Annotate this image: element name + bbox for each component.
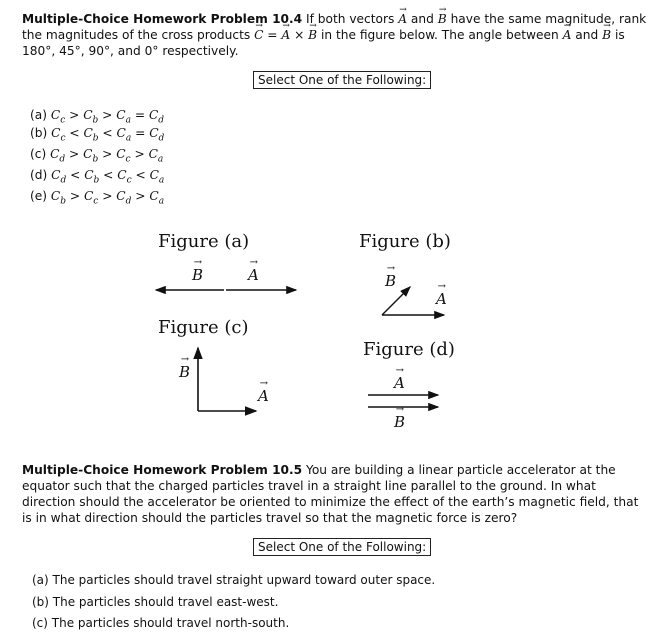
option-c[interactable]: (c) $C_d > C_b > C_c > C_a$ xyxy=(30,147,164,165)
figure-a-title: Figure (a) xyxy=(158,231,250,252)
answer-option-b[interactable]: (b) The particles should travel east-west. xyxy=(32,595,279,609)
option-e[interactable]: (e) $C_b > C_c > C_d > C_a$ xyxy=(30,189,165,207)
figure-a-label-a: → A xyxy=(248,266,259,284)
answer-option-a[interactable]: (a) The particles should travel straight upward toward outer space. xyxy=(32,573,436,587)
figure-b-vector-b xyxy=(382,287,410,315)
problem-10-5-heading: Multiple-Choice Homework Problem 10.5 xyxy=(22,463,303,477)
figure-d-label-a: → A xyxy=(394,374,405,392)
figure-d-label-b: → B xyxy=(394,413,405,431)
option-b[interactable]: (b) $C_c < C_b < C_a = C_d$ xyxy=(30,126,165,144)
select-one-dropdown-10-5[interactable]: Select One of the Following: xyxy=(253,538,431,556)
vector-figures xyxy=(148,227,458,439)
problem-10-4-statement: Multiple-Choice Homework Problem 10.4 If both vectors → A and → B have the same magnitude, rank the magnitudes of the cross products → C = → A × → B in the figure below. The angle between → A and → B is 180°, 45°, 90°, and 0° respectively. xyxy=(22,11,648,59)
problem-10-4-heading: Multiple-Choice Homework Problem 10.4 xyxy=(22,12,303,26)
figure-c-label-a: → A xyxy=(258,387,269,405)
figure-c-label-b: → B xyxy=(179,363,190,381)
option-a[interactable]: (a) $C_c > C_b > C_a = C_d$ xyxy=(30,108,165,126)
figure-b-label-b: → B xyxy=(385,272,396,290)
answer-option-c[interactable]: (c) The particles should travel north-south. xyxy=(32,616,290,630)
problem-10-5-statement: Multiple-Choice Homework Problem 10.5 You are building a linear particle accelerator at the equator such that the charged particles travel in a straight line parallel to the ground. In what direction should the accelerator be oriented to minimize the effect of the earth’s magnetic field, that is in what direction should the particles travel so that the magnetic force is zero? xyxy=(22,463,639,525)
figure-b-title: Figure (b) xyxy=(359,231,451,252)
figure-b-label-a: → A xyxy=(436,290,447,308)
figure-d-title: Figure (d) xyxy=(363,339,455,360)
select-one-dropdown-10-4[interactable]: Select One of the Following: xyxy=(253,71,431,89)
figure-c-title: Figure (c) xyxy=(158,317,249,338)
option-d[interactable]: (d) $C_d < C_b < C_c < C_a$ xyxy=(30,168,165,186)
figure-a-label-b: → B xyxy=(192,266,203,284)
